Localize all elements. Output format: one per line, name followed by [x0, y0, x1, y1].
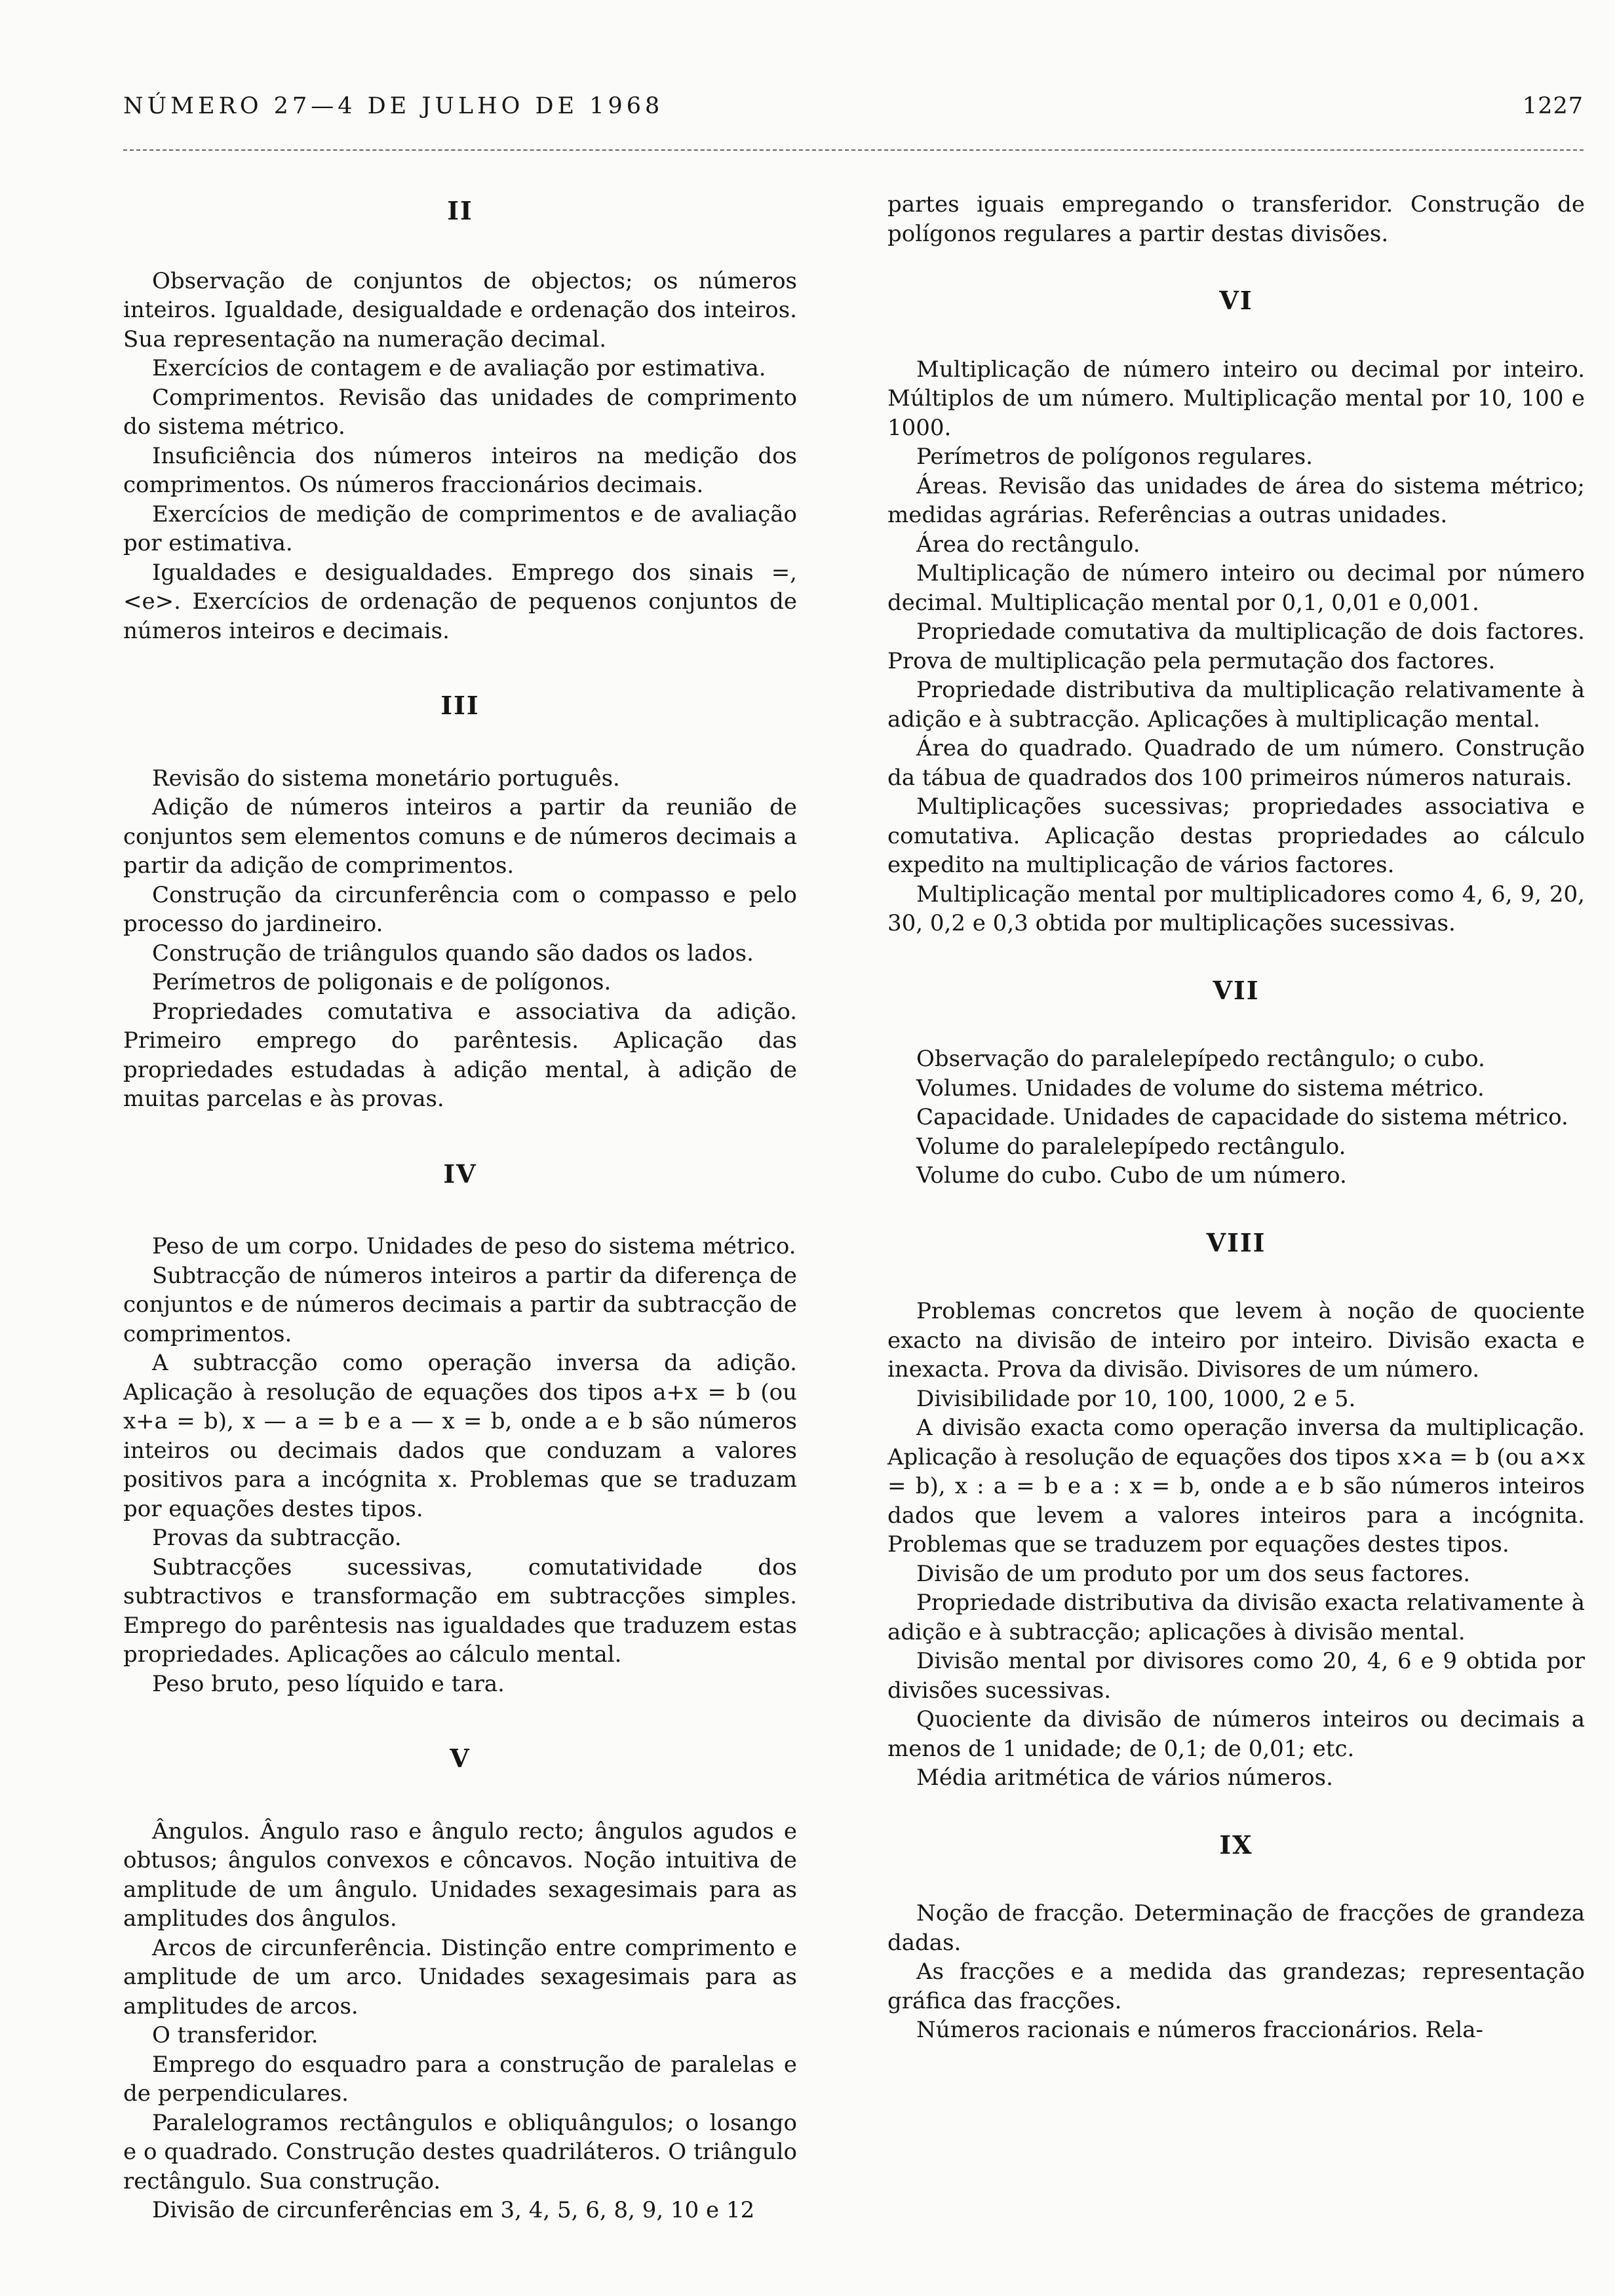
paragraph: Perímetros de polígonos regulares. — [916, 444, 1313, 470]
paragraph: Exercícios de contagem e de avaliação por estimativa. — [152, 355, 766, 381]
paragraph: Peso bruto, peso líquido e tara. — [152, 1670, 505, 1697]
right-column — [887, 190, 1585, 2045]
section-heading: IV — [443, 1158, 477, 1189]
section-heading: V — [450, 1744, 471, 1773]
paragraph: Comprimentos. Revisão das unidades de comprimento do sistema métrico. — [123, 384, 797, 440]
paragraph: Adição de números inteiros a partir da reunião de conjuntos sem elementos comuns e de números decimais a partir da adição de comprimentos. — [123, 794, 797, 879]
paragraph: Propriedade distributiva da multiplicação relativamente à adição e à subtracção. Aplicações à multiplicação mental. — [887, 677, 1585, 733]
header-rule — [123, 149, 1584, 151]
paragraph: Multiplicações sucessivas; propriedades associativa e comutativa. Aplicação destas propriedades ao cálculo expedito na multiplicação de vários factores. — [887, 794, 1585, 878]
paragraph-continuation: partes iguais empregando o transferidor. Construção de polígonos regulares a partir destas divisões. — [887, 191, 1585, 247]
paragraph: Subtracções sucessivas, comutatividade dos subtractivos e transformação em subtracções simples. Emprego do parêntesis nas igualdades que traduzem estas propriedades. Aplicações ao cálculo mental. — [123, 1554, 797, 1668]
paragraph: Peso de um corpo. Unidades de peso do sistema métrico. — [152, 1233, 796, 1259]
paragraph: Perímetros de poligonais e de polígonos. — [152, 969, 612, 995]
paragraph: Multiplicação de número inteiro ou decimal por número decimal. Multiplicação mental por 0,1, 0,01 e 0,001. — [887, 560, 1585, 616]
section-heading: II — [447, 196, 473, 225]
paragraph: Multiplicação de número inteiro ou decimal por inteiro. Múltiplos de um número. Multiplicação mental por 10, 100 e 1000. — [887, 356, 1585, 441]
page-header — [123, 93, 1584, 132]
paragraph: Propriedade distributiva da divisão exacta relativamente à adição e à subtracção; aplicações à divisão mental. — [887, 1590, 1585, 1645]
paragraph: Divisibilidade por 10, 100, 1000, 2 e 5. — [916, 1385, 1356, 1412]
paragraph: Problemas concretos que levem à noção de quociente exacto na divisão de inteiro por inteiro. Divisão exacta e inexacta. Prova da divisão. Divisores de um número. — [887, 1298, 1585, 1383]
paragraph: Média aritmética de vários números. — [916, 1765, 1333, 1791]
paragraph: A divisão exacta como operação inversa da multiplicação. Aplicação à resolução de equações dos tipos x×a = b (ou a×x = b), x : a = b e a : x = b, onde a e b são números inteiros dados que levem a valores inteiros para a incógnita. Problemas que se traduzem por equações destes tipos. — [887, 1415, 1585, 1558]
paragraph: Insuficiência dos números inteiros na medição dos comprimentos. Os números fraccionários decimais. — [123, 442, 797, 498]
paragraph: Áreas. Revisão das unidades de área do sistema métrico; medidas agrárias. Referências a outras unidades. — [887, 472, 1585, 528]
page-number: 1227 — [1522, 93, 1584, 119]
paragraph: Área do rectângulo. — [916, 531, 1140, 558]
paragraph: Exercícios de medição de comprimentos e de avaliação por estimativa. — [123, 501, 797, 556]
paragraph: A subtracção como operação inversa da adição. Aplicação à resolução de equações dos tipos a+x = b (ou x+a = b), x — a = b e a — x = b, onde a e b são números inteiros ou decimais dados que conduzam a valores positivos para a incógnita x. Problemas que se traduzam por equações destes tipos. — [123, 1350, 797, 1522]
paragraph: Subtracção de números inteiros a partir da diferença de conjuntos e de números decimais a partir da subtracção de comprimentos. — [123, 1262, 797, 1347]
section-heading: VI — [1219, 286, 1253, 315]
paragraph: Construção de triângulos quando são dados os lados. — [152, 940, 754, 966]
left-column — [123, 190, 797, 2225]
paragraph: Volumes. Unidades de volume do sistema métrico. — [916, 1075, 1485, 1101]
paragraph: Observação do paralelepípedo rectângulo; o cubo. — [916, 1046, 1485, 1072]
paragraph: Arcos de circunferência. Distinção entre comprimento e amplitude de um arco. Unidades sexagesimais para as amplitudes de arcos. — [123, 1934, 797, 2019]
section-heading: VII — [1213, 975, 1260, 1005]
paragraph: Observação de conjuntos de objectos; os números inteiros. Igualdade, desigualdade e ordenação dos inteiros. Sua representação na numeração decimal. — [123, 267, 797, 353]
paragraph: As fracções e a medida das grandezas; representação gráfica das fracções. — [887, 1959, 1585, 2014]
paragraph: Revisão do sistema monetário português. — [152, 765, 620, 792]
paragraph: Igualdades e desigualdades. Emprego dos sinais =, <e>. Exercícios de ordenação de pequenos conjuntos de números inteiros e decimais. — [123, 559, 797, 644]
paragraph: Divisão de circunferências em 3, 4, 5, 6, 8, 9, 10 e 12 — [152, 2197, 755, 2223]
section-heading: IX — [1219, 1829, 1253, 1860]
section-heading: III — [440, 691, 480, 720]
section-heading: VIII — [1206, 1227, 1266, 1257]
paragraph: Emprego do esquadro para a construção de paralelas e de perpendiculares. — [123, 2051, 797, 2107]
paragraph: Divisão de um produto por um dos seus factores. — [916, 1560, 1471, 1587]
paragraph: Ângulos. Ângulo raso e ângulo recto; ângulos agudos e obtusos; ângulos convexos e côncavos. Noção intuitiva de amplitude de um ângulo. Unidades sexagesimais para as amplitudes dos ângulos. — [123, 1818, 797, 1932]
paragraph: Divisão mental por divisores como 20, 4, 6 e 9 obtida por divisões sucessivas. — [887, 1648, 1585, 1704]
paragraph: Paralelogramos rectângulos e obliquângulos; o losango e o quadrado. Construção destes quadriláteros. O triângulo rectângulo. Sua construção. — [123, 2109, 797, 2194]
paragraph: Volume do paralelepípedo rectângulo. — [916, 1133, 1346, 1160]
paragraph: Quociente da divisão de números inteiros ou decimais a menos de 1 unidade; de 0,1; de 0,01; etc. — [887, 1706, 1585, 1762]
paragraph: Área do quadrado. Quadrado de um número. Construção da tábua de quadrados dos 100 primeiros números naturais. — [887, 735, 1585, 791]
paragraph: Capacidade. Unidades de capacidade do sistema métrico. — [916, 1104, 1568, 1130]
paragraph: Propriedade comutativa da multiplicação de dois factores. Prova de multiplicação pela permutação dos factores. — [887, 619, 1585, 674]
paragraph: Volume do cubo. Cubo de um número. — [916, 1162, 1347, 1189]
paragraph: Multiplicação mental por multiplicadores como 4, 6, 9, 20, 30, 0,2 e 0,3 obtida por multiplicações sucessivas. — [887, 881, 1585, 936]
paragraph: Números racionais e números fraccionários. Rela- — [916, 2017, 1483, 2043]
paragraph: O transferidor. — [152, 2022, 319, 2048]
paragraph: Propriedades comutativa e associativa da adição. Primeiro emprego do parêntesis. Aplicação das propriedades estudadas à adição mental, à adição de muitas parcelas e às provas. — [123, 998, 797, 1112]
paragraph: Construção da circunferência com o compasso e pelo processo do jardineiro. — [123, 881, 797, 937]
issue-date: NÚMERO 27—4 DE JULHO DE 1968 — [123, 93, 664, 119]
paragraph: Noção de fracção. Determinação de fracções de grandeza dadas. — [887, 1900, 1585, 1956]
paragraph: Provas da subtracção. — [152, 1525, 402, 1551]
